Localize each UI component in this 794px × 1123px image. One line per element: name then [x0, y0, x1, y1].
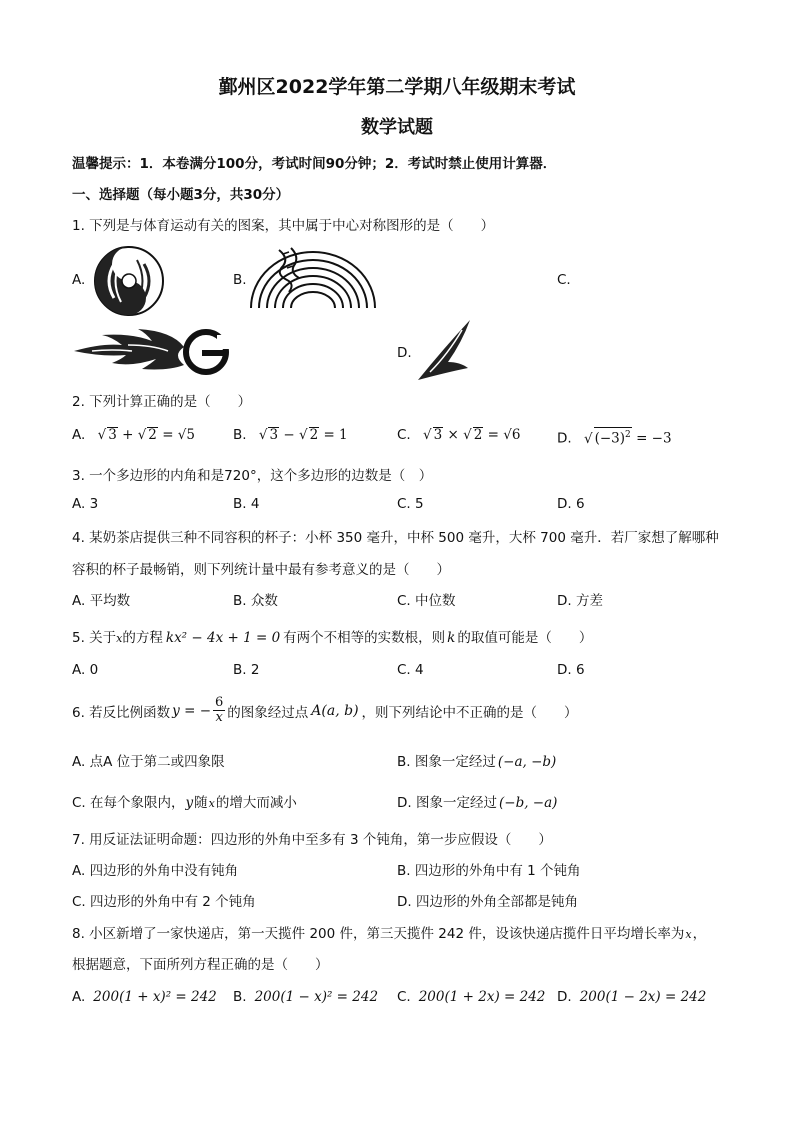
q5-stem — [72, 626, 592, 646]
q2-b-rhs: = 1 — [323, 427, 348, 443]
q6-c-text-end: 的增大而减小 — [215, 795, 297, 811]
q5-stem-pre: 5. 关于 — [72, 630, 117, 646]
q5-stem-end: 的取值可能是（ ） — [457, 630, 593, 646]
q8-d-label: D. — [557, 989, 572, 1005]
q8-d-equation: 200(1 − 2x) = 242 — [579, 989, 707, 1005]
q2-c-label: C. — [397, 427, 411, 443]
q7-option-a[interactable]: A. 四边形的外角中没有钝角 — [72, 863, 239, 879]
q2-option-a[interactable]: A. √ 3 + √ 2 = √5 — [72, 427, 195, 443]
exam-title: 鄞州区2022学年第二学期八年级期末考试 — [218, 76, 576, 98]
q1-figure-a-icon — [90, 242, 168, 320]
q6-denominator: x — [215, 710, 223, 725]
q3-option-d[interactable]: D. 6 — [557, 496, 585, 512]
q6-stem-pre: 6. 若反比例函数 — [72, 704, 171, 721]
q6-stem-mid: 的图象经过点 — [227, 704, 309, 721]
q8-option-a[interactable] — [72, 989, 217, 1005]
q6-option-b[interactable] — [397, 750, 556, 770]
q8-b-equation: 200(1 − x)² = 242 — [254, 989, 379, 1005]
q6-stem — [72, 696, 578, 725]
q5-equation: kx² − 4x + 1 = 0 — [165, 630, 281, 646]
q3-option-a[interactable]: A. 3 — [72, 496, 99, 512]
q3-stem: 3. 一个多边形的内角和是720°，这个多边形的边数是（ ） — [72, 468, 433, 484]
q7-stem: 7. 用反证法证明命题：四边形的外角中至多有 3 个钝角，第一步应假设（ ） — [72, 832, 552, 848]
exam-subtitle: 数学试题 — [361, 117, 433, 138]
q1-option-d-label: D. — [397, 345, 412, 361]
q5-var-x: x — [116, 632, 123, 645]
exam-notice: 温馨提示：1．本卷满分100分，考试时间90分钟；2．考试时禁止使用计算器． — [72, 156, 557, 172]
q5-stem-post: 有两个不相等的实数根，则 — [283, 630, 446, 646]
q6-point: A(a, b) — [311, 702, 359, 719]
q8-stem-line1 — [72, 922, 706, 942]
q6-b-text: B. 图象一定经过 — [397, 754, 496, 770]
q2-a-rhs: = √5 — [162, 427, 195, 443]
q6-option-d[interactable] — [397, 791, 557, 811]
q7-option-c[interactable]: C. 四边形的外角中有 2 个钝角 — [72, 894, 256, 910]
q2-option-b[interactable]: B. √ 3 − √ 2 = 1 — [233, 427, 348, 443]
q6-option-c[interactable] — [72, 791, 297, 811]
q6-function: y = − — [172, 702, 212, 719]
q6-option-a[interactable]: A. 点A 位于第二或四象限 — [72, 754, 225, 770]
q5-option-b[interactable]: B. 2 — [233, 662, 260, 678]
q8-b-label: B. — [233, 989, 247, 1005]
q2-c-rhs: = √6 — [487, 427, 521, 443]
q5-stem-mid: 的方程 — [122, 630, 163, 646]
q6-fraction — [213, 696, 225, 725]
q6-stem-end: ，则下列结论中不正确的是（ ） — [361, 704, 578, 721]
q1-option-b-label: B. — [233, 272, 247, 288]
q2-a-label: A. — [72, 427, 86, 443]
q5-var-k: k — [447, 630, 456, 646]
q2-d-rhs: = −3 — [636, 430, 672, 447]
q7-option-b[interactable]: B. 四边形的外角中有 1 个钝角 — [397, 863, 581, 879]
q1-figure-d-icon — [414, 318, 472, 382]
q8-a-label: A. — [72, 989, 86, 1005]
q6-numerator: 6 — [215, 695, 224, 710]
q2-option-c[interactable]: C. √ 3 × √ 2 = √6 — [397, 427, 521, 443]
q6-b-point: (−a, −b) — [497, 754, 557, 770]
q1-figure-c-icon — [72, 325, 232, 375]
q2-d-label: D. — [557, 430, 572, 447]
q6-c-text-pre: C. 在每个象限内， — [72, 795, 185, 811]
q6-c-var-y: y — [185, 795, 194, 811]
q2-stem: 2. 下列计算正确的是（ ） — [72, 394, 252, 410]
q6-d-point: (−b, −a) — [498, 795, 558, 811]
q1-option-a-label: A. — [72, 272, 86, 288]
q8-stem-pre: 8. 小区新增了一家快递店，第一天揽件 200 件，第三天揽件 242 件，设该快递店揽件日平均增长率为 — [72, 926, 685, 942]
q2-option-d[interactable]: D. √ $(-3)^2 = -3$ — [557, 427, 672, 447]
q6-c-text-mid: 随 — [194, 795, 208, 811]
q5-option-a[interactable]: A. 0 — [72, 662, 99, 678]
section-heading: 一、选择题（每小题3分，共30分） — [72, 187, 290, 203]
q6-c-var-x: x — [208, 797, 215, 810]
q3-option-b[interactable]: B. 4 — [233, 496, 260, 512]
q8-a-equation: 200(1 + x)² = 242 — [93, 989, 217, 1005]
q5-option-c[interactable]: C. 4 — [397, 662, 424, 678]
q8-option-c[interactable] — [397, 989, 545, 1005]
q8-c-label: C. — [397, 989, 411, 1005]
q1-stem: 1. 下列是与体育运动有关的图案，其中属于中心对称图形的是（ ） — [72, 218, 495, 234]
q8-stem-line2: 根据题意，下面所列方程正确的是（ ） — [72, 957, 329, 973]
q1-option-c-label: C. — [557, 272, 571, 288]
q8-stem-end: ， — [692, 926, 707, 942]
q8-c-equation: 200(1 + 2x) = 242 — [418, 989, 546, 1005]
q2-b-label: B. — [233, 427, 247, 443]
q6-d-text: D. 图象一定经过 — [397, 795, 497, 811]
q4-stem-line2: 容积的杯子最畅销，则下列统计量中最有参考意义的是（ ） — [72, 562, 450, 578]
q8-var-x: x — [685, 928, 692, 941]
q8-option-b[interactable] — [233, 989, 378, 1005]
q3-option-c[interactable]: C. 5 — [397, 496, 424, 512]
q4-option-b[interactable]: B. 众数 — [233, 593, 278, 609]
q8-option-d[interactable] — [557, 989, 706, 1005]
q1-figure-b-icon — [243, 244, 383, 310]
q4-option-a[interactable]: A. 平均数 — [72, 593, 131, 609]
q7-option-d[interactable]: D. 四边形的外角全部都是钝角 — [397, 894, 578, 910]
q4-option-c[interactable]: C. 中位数 — [397, 593, 456, 609]
q4-option-d[interactable]: D. 方差 — [557, 593, 603, 609]
q4-stem-line1: 4. 某奶茶店提供三种不同容积的杯子：小杯 350 毫升，中杯 500 毫升，大杯 700 毫升．若厂家想了解哪种 — [72, 530, 719, 546]
q5-option-d[interactable]: D. 6 — [557, 662, 585, 678]
